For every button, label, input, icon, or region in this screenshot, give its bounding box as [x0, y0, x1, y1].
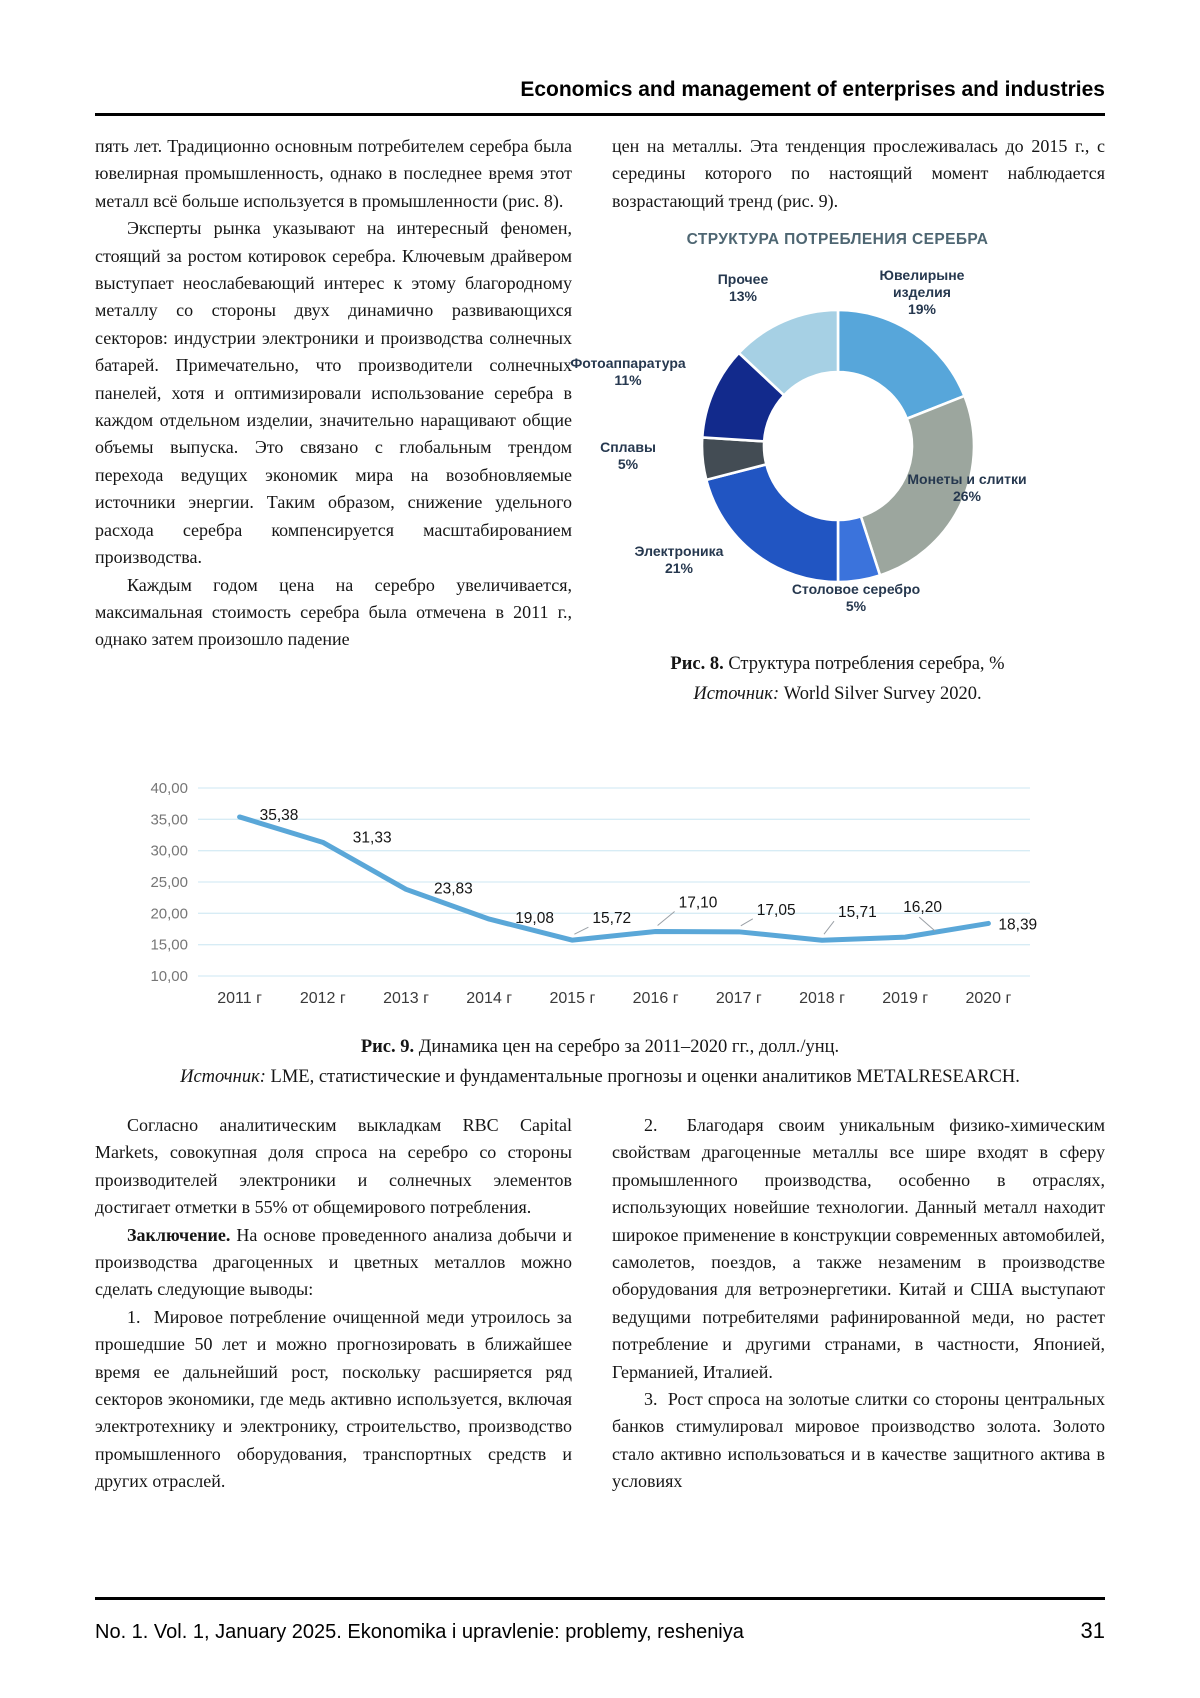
- donut-label-photo: [570, 355, 686, 389]
- footer-issue-info: No. 1. Vol. 1, January 2025. Ekonomika i upravlenie: problemy, resheniya: [95, 1621, 744, 1643]
- top-text-section: [95, 133, 1105, 709]
- data-point-label: 17,05: [756, 901, 796, 919]
- data-point-label: 23,83: [434, 880, 473, 898]
- donut-label-text: Электроника: [634, 543, 724, 560]
- fig8-caption: [570, 649, 1105, 679]
- y-tick-label: 15,00: [150, 936, 188, 954]
- y-tick-label: 10,00: [150, 968, 188, 985]
- x-tick-label: 2015 г: [549, 990, 596, 1007]
- fig9-source-text: LME, статистические и фундаментальные прогнозы и оценки аналитиков METALRESEARCH.: [270, 1067, 1020, 1087]
- donut-label-tableware: [781, 581, 931, 615]
- donut-label-value: 26%: [952, 488, 982, 505]
- fig9-caption-block: [95, 1032, 1105, 1092]
- fig8-caption-text: Структура потребления серебра, %: [728, 654, 1005, 675]
- fig8-source: [570, 679, 1105, 709]
- data-point-label: 15,71: [838, 904, 877, 922]
- x-tick-label: 2011 г: [217, 990, 262, 1007]
- footer-rule: [95, 1597, 1105, 1600]
- donut-label-text: Сплавы: [600, 439, 656, 456]
- label-leader-line: [574, 927, 588, 934]
- conclusion-lead: Заключение.: [127, 1224, 231, 1245]
- header-rule: [95, 113, 1105, 116]
- y-tick-label: 30,00: [150, 842, 188, 860]
- body-paragraph: пять лет. Традиционно основным потребителем серебра была ювелирная промышленность, однако в последнее время этот металл всё больше используется в промышленности (рис. 8).: [95, 136, 572, 211]
- fig8-caption-block: [570, 649, 1105, 709]
- donut-label-value: 13%: [728, 288, 758, 305]
- body-paragraph: [95, 1222, 572, 1304]
- x-tick-label: 2016 г: [632, 990, 679, 1007]
- donut-label-alloys: [584, 439, 672, 473]
- body-paragraph: 2. Благодаря своим уникальным физико-химическим свойствам драгоценные металлы все шире входят в сферу промышленного производства, особенно в отраслях, использующих новейшие технологии. Данный металл находит широкое применение в конструкции современных автомобилей, самолетов, поездов, а также незаменим в производстве оборудования для ветроэнергетики. Китай и США выступают ведущими потребителями рафинированной меди, но растет потребление и другими странами, в частности, Японией, Германией, Италией.: [612, 1115, 1105, 1382]
- label-leader-line: [741, 919, 753, 926]
- x-tick-label: 2014 г: [466, 990, 513, 1007]
- fig8-source-text: World Silver Survey 2020.: [783, 684, 982, 705]
- fig9-line-figure: [105, 760, 1095, 1012]
- body-paragraph: цен на металлы. Эта тенденция прослеживалась до 2015 г., с середины которого по настоящий момент наблюдается возрастающий тренд (рис. 9).: [612, 136, 1105, 211]
- footer-page-number: 31: [1080, 1618, 1105, 1643]
- donut-label-coins: [906, 471, 1028, 505]
- data-point-label: 18,39: [998, 916, 1038, 934]
- body-paragraph: Согласно аналитическим выкладкам RBC Capital Markets, совокупная доля спроса на серебро со стороны производителей электроники и солнечных элементов достигает отметки в 55% от общемирового потребления.: [95, 1115, 572, 1218]
- bottom-left-column: [95, 1112, 572, 1496]
- x-tick-label: 2013 г: [383, 990, 429, 1007]
- label-leader-line: [824, 921, 834, 934]
- journal-section-title: Economics and management of enterprises and industries: [520, 78, 1105, 101]
- donut-label-value: 11%: [614, 372, 642, 389]
- donut-label-electronics: [614, 543, 744, 577]
- body-paragraph: 1. Мировое потребление очищенной меди утроилось за прошедшие 50 лет и можно прогнозировать в ближайшее время ее дальнейший рост, поскольку расширяется ряд секторов экономики, где медь активно используется, включая электротехнику и электронику, строительство, производство промышленного оборудования, транспортных средств и других отраслей.: [95, 1306, 572, 1492]
- x-tick-label: 2020 г: [965, 990, 1012, 1007]
- line-chart: [105, 760, 1095, 1010]
- donut-label-text: Монеты и слитки: [907, 471, 1027, 488]
- fig8-caption-label: Рис. 8.: [670, 654, 724, 675]
- donut-label-jewelry: [866, 267, 978, 318]
- conclusion-text: На основе проведенного анализа добычи и производства драгоценных и цветных металлов можно сделать следующие выводы:: [95, 1224, 573, 1300]
- data-point-label: 17,10: [678, 894, 718, 912]
- y-tick-label: 40,00: [150, 780, 188, 797]
- top-right-column: [570, 133, 1105, 709]
- y-tick-label: 25,00: [150, 874, 188, 891]
- x-tick-label: 2018 г: [799, 990, 845, 1007]
- x-tick-label: 2017 г: [715, 990, 762, 1007]
- fig9-source-label: Источник:: [180, 1067, 266, 1087]
- fig8-source-label: Источник:: [693, 684, 780, 705]
- donut-label-text: Столовое серебро: [791, 581, 921, 598]
- body-paragraph: Эксперты рынка указывают на интересный феномен, стоящий за ростом котировок серебра. Ключевым драйвером выступает неослабевающий интерес к этому благородному металлу со стороны двух динамично развивающихся секторов: индустрии электроники и производства солнечных батарей. Примечательно, что производители солнечных панелей, хотя и оптимизировали использование серебра в каждом отдельном изделии, значительно наращивают общие объемы выпуска. Это связано с глобальным трендом перехода ведущих экономик мира на возобновляемые источники энергии. Таким образом, снижение удельного расхода серебра компенсируется масштабированием производства.: [95, 218, 572, 568]
- data-point-label: 31,33: [352, 829, 392, 847]
- y-tick-label: 35,00: [150, 811, 188, 829]
- fig9-caption-text: Динамика цен на серебро за 2011–2020 гг., долл./унц.: [418, 1037, 840, 1057]
- donut-label-value: 5%: [617, 456, 639, 473]
- donut-label-value: 19%: [907, 301, 937, 318]
- fig9-caption-label: Рис. 9.: [360, 1037, 415, 1057]
- y-tick-label: 20,00: [150, 905, 188, 923]
- fig9-caption: [95, 1032, 1105, 1062]
- data-point-label: 35,38: [259, 806, 299, 824]
- x-tick-label: 2019 г: [882, 990, 929, 1007]
- top-left-column: [95, 133, 572, 709]
- donut-label-value: 21%: [664, 560, 694, 577]
- fig8-donut-figure: [570, 231, 1105, 629]
- x-tick-label: 2012 г: [299, 990, 346, 1007]
- data-point-label: 15,72: [592, 910, 632, 928]
- fig9-source: [95, 1062, 1105, 1092]
- label-leader-line: [919, 917, 935, 931]
- body-paragraph: Каждым годом цена на серебро увеличивается, максимальная стоимость серебра была отмечена в 2011 г., однако затем произошло падение: [95, 574, 572, 650]
- donut-label-text: Ювелирыне изделия: [879, 267, 965, 301]
- donut-label-other: [696, 271, 790, 305]
- donut-label-text: Прочее: [717, 271, 769, 288]
- bottom-text-section: [95, 1112, 1105, 1496]
- donut-label-value: 5%: [845, 598, 867, 615]
- donut-chart-title: СТРУКТУРА ПОТРЕБЛЕНИЯ СЕРЕБРА: [686, 231, 989, 249]
- donut-label-text: Фотоаппаратура: [570, 355, 686, 372]
- body-paragraph: 3. Рост спроса на золотые слитки со стороны центральных банков стимулировал мировое производство золота. Золото стало активно использоваться и в качестве защитного актива в условиях: [612, 1389, 1105, 1492]
- bottom-right-column: [612, 1112, 1105, 1496]
- footer: [95, 1618, 1105, 1644]
- data-point-label: 16,20: [903, 899, 942, 917]
- data-point-label: 19,08: [515, 910, 554, 928]
